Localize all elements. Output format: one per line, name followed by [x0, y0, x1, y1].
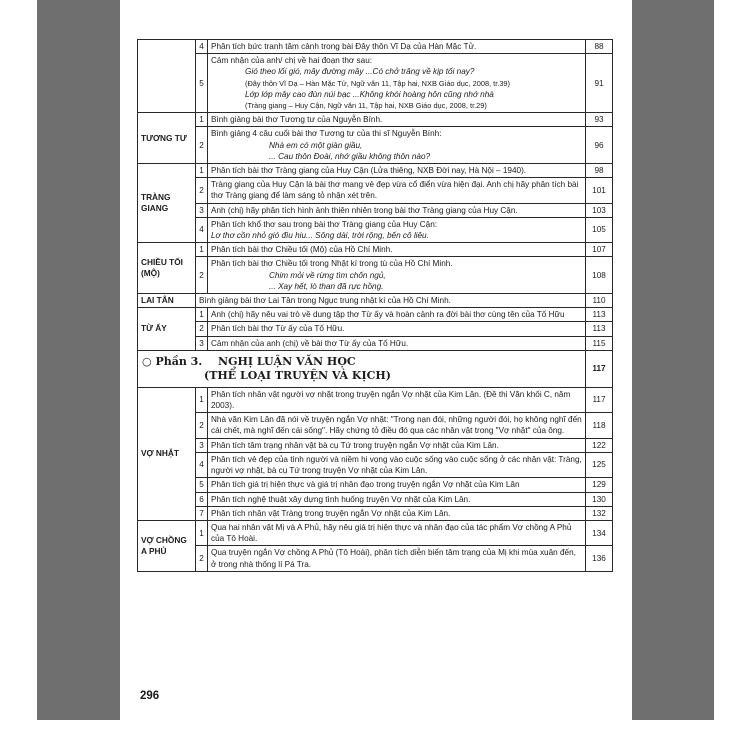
row-content: Phân tích khổ thơ sau trong bài thơ Tràng giang của Huy Cận: Lơ thơ cồn nhỏ gió đìu hiu... Sông dài, trời rộng, bến cô liêu.: [208, 217, 586, 242]
topic-cell: CHIỀU TỐI (MỘ): [138, 243, 196, 294]
row-page: 107: [586, 243, 613, 257]
row-page: 91: [586, 54, 613, 113]
section-heading-row: [138, 350, 613, 387]
table-row: [138, 40, 613, 54]
row-number: 4: [196, 452, 208, 477]
row-page: 125: [586, 452, 613, 477]
row-page: 118: [586, 413, 613, 438]
row-number: 6: [196, 492, 208, 506]
section-bullet: ○: [142, 354, 152, 368]
row-content: Qua hai nhân vật Mị và A Phủ, hãy nêu giá trị hiện thực và nhân đạo của tác phẩm Vợ chồng A Phủ của Tô Hoài.: [208, 520, 586, 545]
row-number: 1: [196, 387, 208, 412]
section-heading: [138, 350, 586, 387]
row-page: 129: [586, 478, 613, 492]
scan-margin-left: [37, 0, 120, 720]
row-number: 2: [196, 178, 208, 203]
row-number: 4: [196, 217, 208, 242]
table-row: [138, 387, 613, 412]
topic-cell-continued: [138, 40, 196, 113]
row-number: 5: [196, 54, 208, 113]
table-row: [138, 520, 613, 545]
topic-cell: TRÀNG GIANG: [138, 164, 196, 243]
row-number: 1: [196, 113, 208, 127]
row-page: 96: [586, 127, 613, 164]
row-number: 2: [196, 127, 208, 164]
row-page: 113: [586, 322, 613, 336]
row-content: Anh (chị) hãy phân tích hình ảnh thiên nhiên trong bài thơ Tràng giang của Huy Cận.: [208, 203, 586, 217]
row-page: 122: [586, 438, 613, 452]
row-number: 1: [196, 243, 208, 257]
row-content: Phân tích nhân vật người vợ nhặt trong truyện ngắn Vợ nhặt của Kim Lân. (Đề thi Văn khối C, năm 2003).: [208, 387, 586, 412]
table-row: [138, 506, 613, 520]
table-row: [138, 478, 613, 492]
row-page: 132: [586, 506, 613, 520]
row-page: 113: [586, 308, 613, 322]
row-content: Anh (chị) hãy nêu vai trò về dung tập thơ Từ ấy và hoàn cảnh ra đời bài thơ cùng tên của Tố Hữu: [208, 308, 586, 322]
table-row: [138, 546, 613, 571]
section-title-line-2: (THỂ LOẠI TRUYỆN VÀ KỊCH): [204, 368, 391, 382]
table-row: [138, 308, 613, 322]
row-number: 3: [196, 438, 208, 452]
row-content: Phân tích giá trị hiện thực và giá trị nhân đạo trong truyện ngắn Vợ nhặt của Kim Lân: [208, 478, 586, 492]
page-number: 296: [140, 690, 160, 702]
row-page: 88: [586, 40, 613, 54]
row-content: Bình giảng 4 câu cuối bài thơ Tương tư của thi sĩ Nguyễn Bính: Nhà em có một giàn giầu, ... Cau thôn Đoài, nhớ giầu không thôn nào?: [208, 127, 586, 164]
row-number: 3: [196, 203, 208, 217]
row-content: Phân tích bài thơ Chiều tối (Mộ) của Hồ Chí Minh.: [208, 243, 586, 257]
row-number: 2: [196, 257, 208, 294]
row-number: 1: [196, 520, 208, 545]
table-row: [138, 294, 613, 308]
table-row: [138, 438, 613, 452]
topic-cell: LAI TÂN: [138, 294, 196, 308]
row-content: Phân tích bài thơ Chiều tối trong Nhật kí trong tù của Hồ Chí Minh. Chim mỏi về rừng tìm chốn ngủ, ... Xay hết, lò than đã rực hồng.: [208, 257, 586, 294]
row-content: Phân tích nhân vật Tràng trong truyện ngắn Vợ nhặt của Kim Lân.: [208, 506, 586, 520]
row-page: 98: [586, 164, 613, 178]
table-row: [138, 178, 613, 203]
table-row: [138, 322, 613, 336]
table-row: [138, 413, 613, 438]
section-part: Phần 3.: [155, 354, 203, 368]
row-content: Phân tích bức tranh tâm cảnh trong bài Đây thôn Vĩ Dạ của Hàn Mặc Tử.: [208, 40, 586, 54]
row-page: 105: [586, 217, 613, 242]
row-page: 117: [586, 387, 613, 412]
row-number: 4: [196, 40, 208, 54]
row-page: 136: [586, 546, 613, 571]
row-page: 115: [586, 336, 613, 350]
table-row: [138, 336, 613, 350]
row-content: Phân tích bài thơ Tràng giang của Huy Cận (Lửa thiêng, NXB Đời nay, Hà Nội – 1940).: [208, 164, 586, 178]
row-number: 1: [196, 164, 208, 178]
row-page: 130: [586, 492, 613, 506]
row-number: 7: [196, 506, 208, 520]
topic-cell: VỢ CHỒNG A PHỦ: [138, 520, 196, 571]
scan-margin-right: [632, 0, 714, 720]
section-page: 117: [586, 350, 613, 387]
row-number: 5: [196, 478, 208, 492]
row-number: 1: [196, 308, 208, 322]
table-row: [138, 203, 613, 217]
row-content: Bình giảng bài thơ Tương tư của Nguyễn Bính.: [208, 113, 586, 127]
table-row: [138, 492, 613, 506]
row-page: 110: [586, 294, 613, 308]
row-number: 3: [196, 336, 208, 350]
table-row: [138, 452, 613, 477]
table-row: [138, 54, 613, 113]
topic-cell: VỢ NHẶT: [138, 387, 196, 520]
row-page: 108: [586, 257, 613, 294]
table-of-contents: [137, 39, 613, 572]
row-content: Phân tích bài thơ Từ ấy của Tố Hữu.: [208, 322, 586, 336]
row-content: Phân tích tâm trạng nhân vật bà cụ Tứ trong truyện ngắn Vợ nhặt của Kim Lân.: [208, 438, 586, 452]
row-content: Phân tích vẻ đẹp của tình người và niềm hi vọng vào cuộc sống vào cuộc sống ở các nhân vật: Tràng, người vợ nhặt, bà cụ Tứ trong truyện Vợ nhặt của Kim Lân.: [208, 452, 586, 477]
row-page: 134: [586, 520, 613, 545]
table-row: [138, 127, 613, 164]
row-page: 103: [586, 203, 613, 217]
row-number: 2: [196, 546, 208, 571]
table-row: [138, 217, 613, 242]
table-row: [138, 164, 613, 178]
row-page: 93: [586, 113, 613, 127]
row-content: Bình giảng bài thơ Lai Tân trong Ngục trung nhật kí của Hồ Chí Minh.: [196, 294, 586, 308]
topic-cell: TƯƠNG TƯ: [138, 113, 196, 164]
table-row: [138, 113, 613, 127]
row-content: Cảm nhận của anh/ chị về hai đoạn thơ sau: Gió theo lối gió, mây đường mây ...Có chở trăng về kịp tối nay? (Đây thôn Vĩ Dạ – Hàn Mặc Tử, Ngữ văn 11, Tập hai, NXB Giáo dục, 2008, tr.39) Lớp lớp mây cao đùn núi bạc ...Không khói hoàng hôn cũng nhớ nhà (Tràng giang – Huy Cận, Ngữ văn 11, Tập hai, NXB Giáo dục, 2008, tr.29): [208, 54, 586, 113]
table-row: [138, 257, 613, 294]
table-row: [138, 243, 613, 257]
row-content: Qua truyện ngắn Vợ chồng A Phủ (Tô Hoài), phân tích diễn biến tâm trạng của Mị khi mùa xuân đến, ở trong nhà thống lí Pá Tra.: [208, 546, 586, 571]
row-content: Cảm nhận của anh (chị) về bài thơ Từ ấy của Tố Hữu.: [208, 336, 586, 350]
row-number: 2: [196, 322, 208, 336]
topic-cell: TỪ ẤY: [138, 308, 196, 351]
row-content: Phân tích nghệ thuật xây dựng tình huống truyện Vợ nhặt của Kim Lân.: [208, 492, 586, 506]
row-number: 2: [196, 413, 208, 438]
section-title-line-1: NGHỊ LUẬN VĂN HỌC: [218, 354, 356, 368]
row-content: Tràng giang của Huy Cận là bài thơ mang vẻ đẹp vừa cổ điển vừa hiện đại. Anh chị hãy phân tích bài thơ Tràng giang để làm sáng tỏ nhận xét trên.: [208, 178, 586, 203]
row-content: Nhà văn Kim Lân đã nói về truyện ngắn Vợ nhặt: "Trong nạn đói, những người đói, họ không nghĩ đến cái chết, mà nghĩ đến cái sống". Hãy chứng tỏ điều đó qua các nhân vật trong "Vợ nhặt" của ông.: [208, 413, 586, 438]
row-page: 101: [586, 178, 613, 203]
